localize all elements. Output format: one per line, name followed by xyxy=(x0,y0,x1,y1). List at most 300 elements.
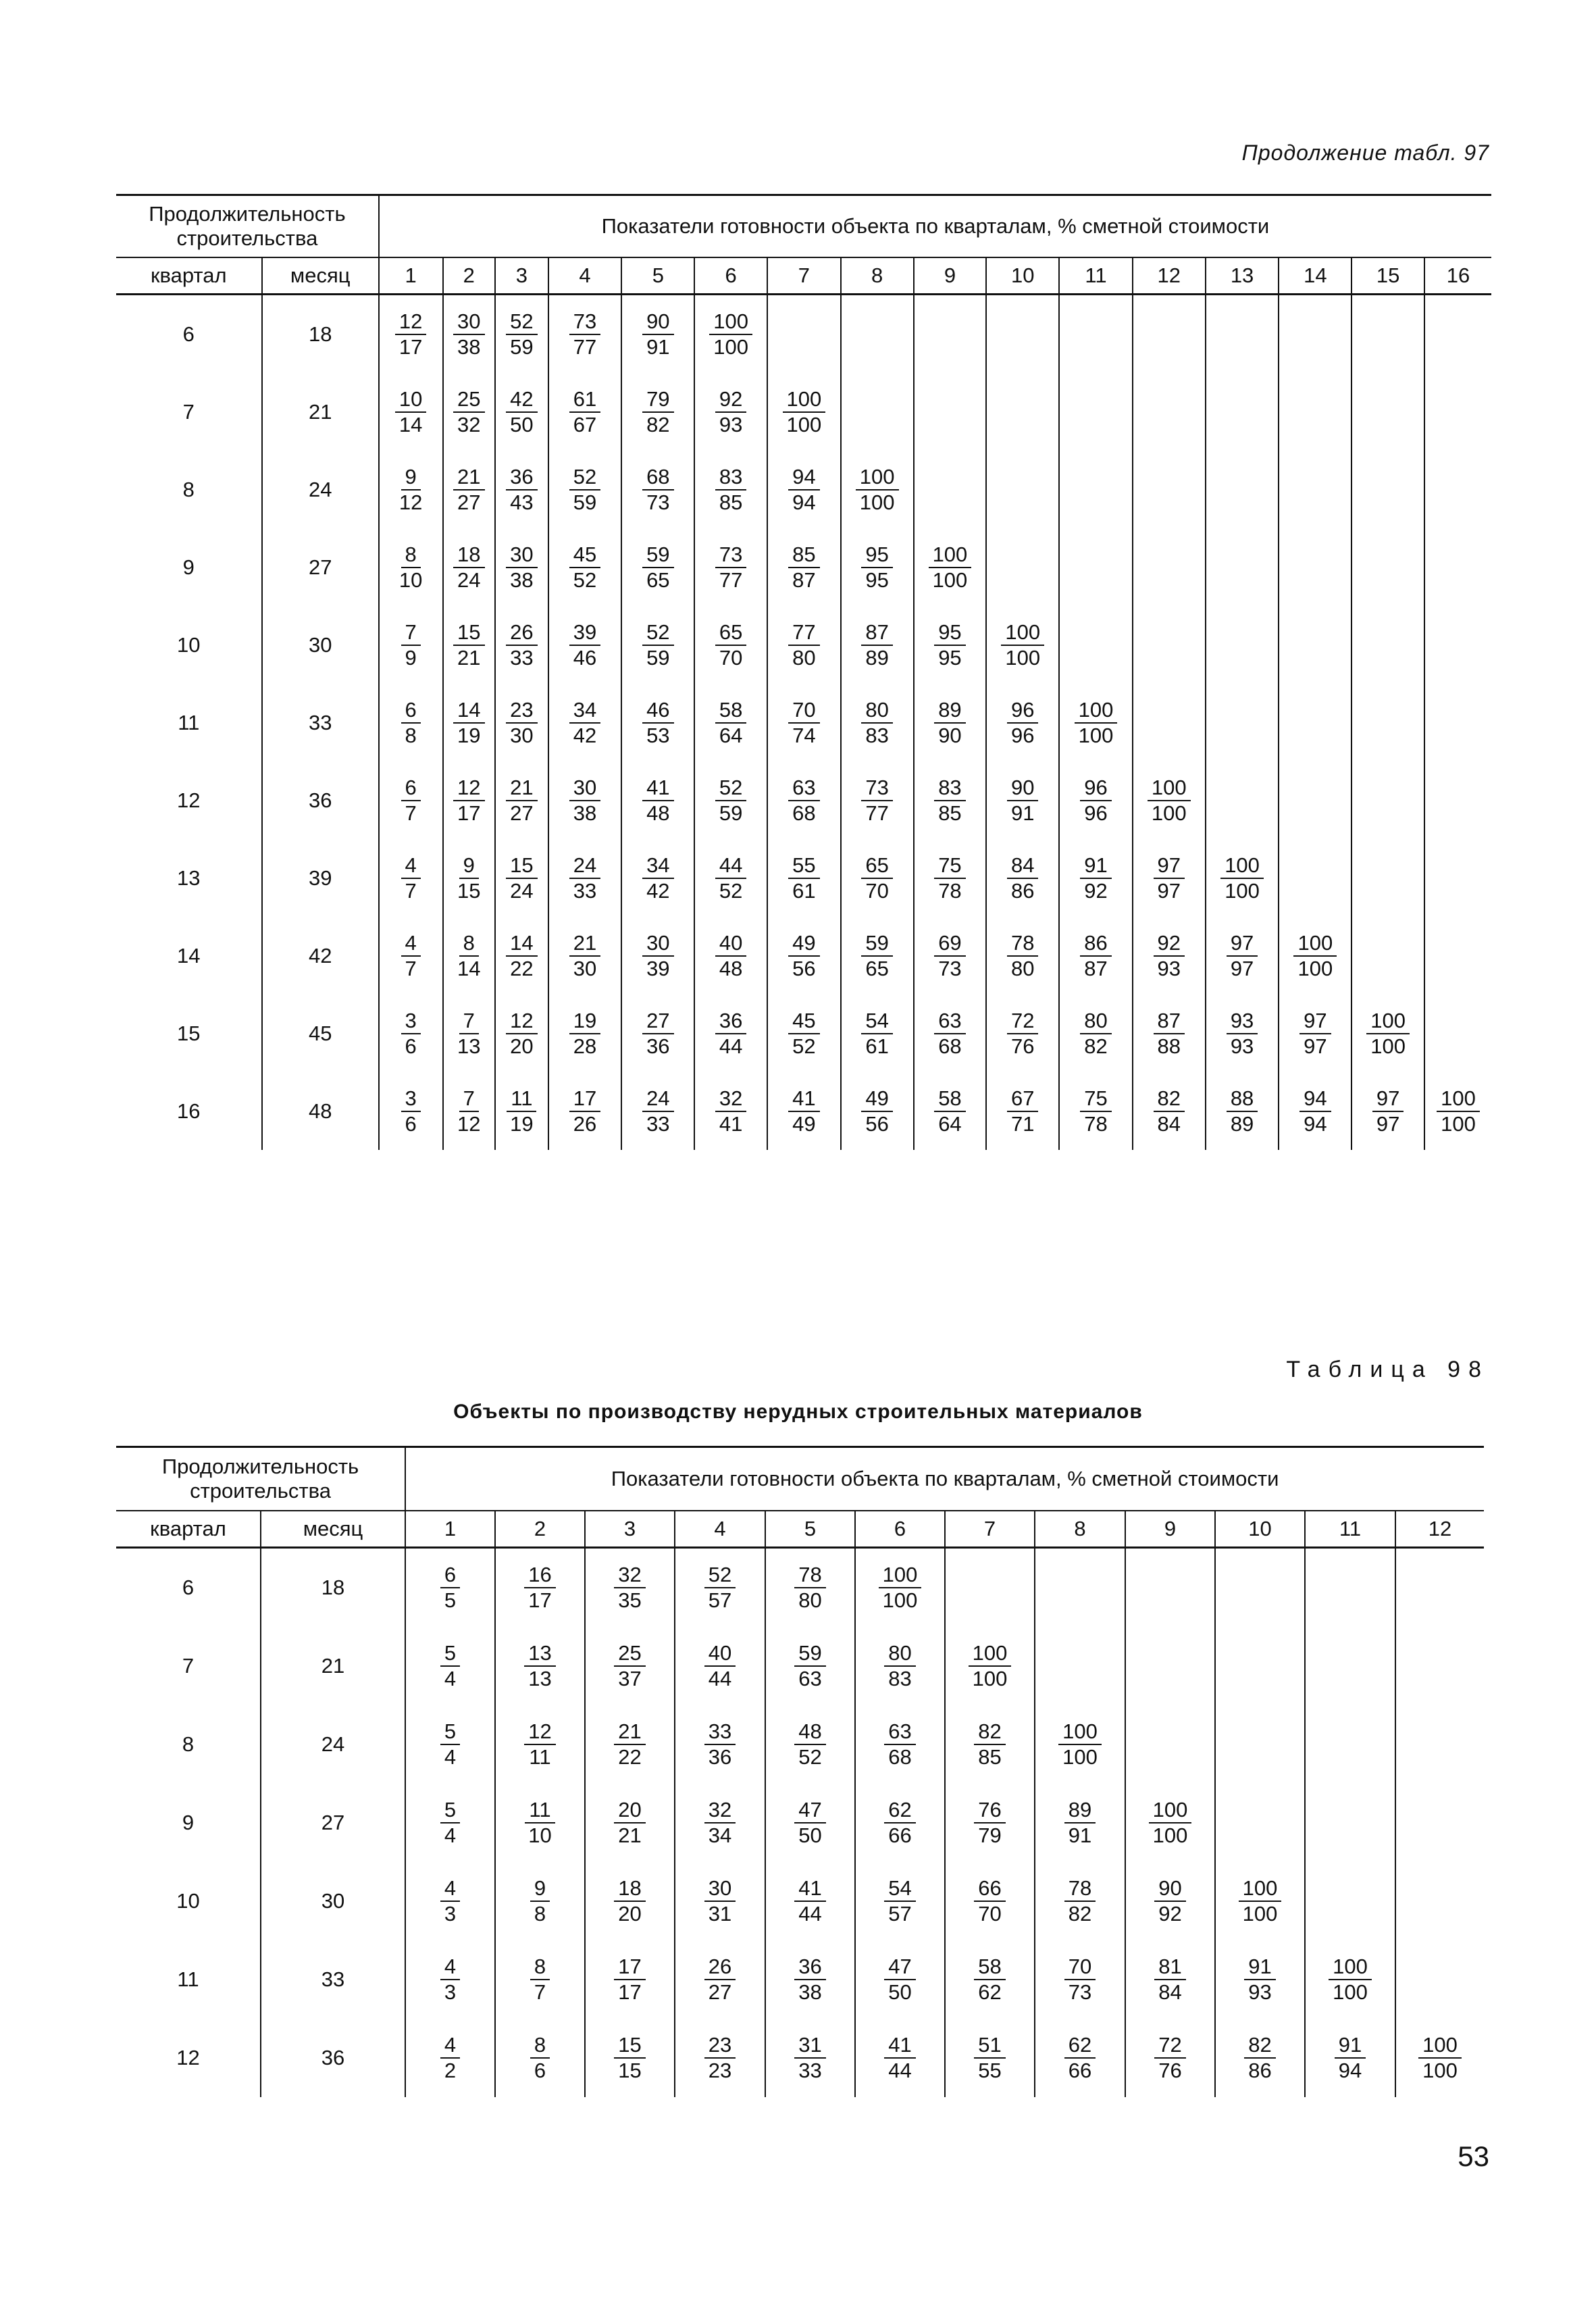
value-cell xyxy=(1125,1940,1215,2019)
quarter-column-4: 4 xyxy=(675,1511,765,1548)
table-row xyxy=(116,1548,1484,1628)
fraction xyxy=(788,853,819,903)
quarter-column-5: 5 xyxy=(621,257,694,295)
table-row xyxy=(116,684,1491,761)
denominator: 97 xyxy=(1376,1111,1400,1136)
numerator: 95 xyxy=(934,620,965,646)
numerator: 24 xyxy=(642,1086,673,1112)
quarter-cell: 11 xyxy=(178,710,200,734)
fraction xyxy=(861,1009,892,1058)
fraction xyxy=(401,698,421,747)
value-cell xyxy=(585,1627,675,1705)
denominator: 44 xyxy=(708,1667,732,1690)
table-row xyxy=(116,1862,1484,1940)
value-cell xyxy=(1059,1072,1133,1150)
denominator: 70 xyxy=(978,1902,1002,1926)
value-cell xyxy=(1215,1627,1305,1705)
month-cell: 24 xyxy=(262,451,379,528)
value-cell xyxy=(1305,1705,1395,1784)
fraction xyxy=(861,620,892,670)
numerator: 26 xyxy=(506,620,537,646)
fraction xyxy=(569,543,600,592)
fraction xyxy=(569,620,600,670)
denominator: 95 xyxy=(938,645,962,670)
value-cell xyxy=(1035,1862,1125,1940)
value-cell xyxy=(495,1548,585,1628)
denominator: 79 xyxy=(978,1823,1002,1847)
value-cell xyxy=(495,1862,585,1940)
denominator: 78 xyxy=(1084,1111,1108,1136)
value-cell xyxy=(675,1940,765,2019)
numerator: 100 xyxy=(1239,1876,1282,1902)
denominator: 38 xyxy=(798,1980,822,2004)
value-cell xyxy=(379,606,443,684)
quarter-column-6: 6 xyxy=(855,1511,945,1548)
fraction xyxy=(974,1955,1005,2004)
fraction xyxy=(715,620,746,670)
fraction xyxy=(614,1876,645,1926)
fraction xyxy=(453,309,484,359)
value-cell xyxy=(379,451,443,528)
fraction xyxy=(569,1086,600,1136)
fraction xyxy=(614,1798,645,1847)
numerator: 10 xyxy=(395,387,426,413)
fraction xyxy=(1154,1009,1185,1058)
numerator: 4 xyxy=(440,1876,460,1902)
numerator: 40 xyxy=(715,931,746,957)
numerator: 100 xyxy=(709,309,752,335)
numerator: 72 xyxy=(1007,1009,1038,1034)
denominator: 6 xyxy=(405,1034,417,1058)
fraction xyxy=(934,853,965,903)
denominator: 15 xyxy=(618,2059,642,2082)
denominator: 64 xyxy=(719,723,743,747)
fraction xyxy=(715,387,746,436)
fraction xyxy=(715,1086,746,1136)
fraction xyxy=(1080,1086,1111,1136)
fraction xyxy=(453,1009,484,1058)
numerator: 81 xyxy=(1154,1955,1185,1980)
denominator: 97 xyxy=(1157,878,1181,903)
fraction xyxy=(614,1563,645,1612)
value-cell xyxy=(405,1784,495,1862)
denominator: 5 xyxy=(444,1588,457,1612)
value-cell xyxy=(986,761,1059,839)
denominator: 24 xyxy=(510,878,534,903)
denominator: 80 xyxy=(792,645,816,670)
value-cell xyxy=(675,1862,765,1940)
value-cell xyxy=(855,1548,945,1628)
numerator: 34 xyxy=(569,698,600,724)
denominator: 7 xyxy=(405,878,417,903)
fraction xyxy=(506,1009,537,1058)
numerator: 47 xyxy=(884,1955,915,1980)
fraction xyxy=(1299,1009,1331,1058)
value-cell xyxy=(1352,839,1424,917)
numerator: 23 xyxy=(704,2033,736,2059)
denominator: 33 xyxy=(798,2059,822,2082)
denominator: 100 xyxy=(1062,1745,1098,1769)
denominator: 3 xyxy=(444,1902,457,1926)
month-cell: 27 xyxy=(262,528,379,606)
value-cell xyxy=(1059,606,1133,684)
denominator: 52 xyxy=(792,1034,816,1058)
numerator: 58 xyxy=(715,698,746,724)
fraction xyxy=(440,1641,460,1690)
table-row xyxy=(116,761,1491,839)
quarter-column-13: 13 xyxy=(1206,257,1279,295)
numerator: 14 xyxy=(506,931,537,957)
value-cell xyxy=(1125,2019,1215,2097)
numerator: 6 xyxy=(401,698,421,724)
denominator: 100 xyxy=(1151,801,1187,825)
value-cell xyxy=(1424,606,1491,684)
numerator: 11 xyxy=(525,1798,555,1823)
numerator: 44 xyxy=(715,853,746,879)
denominator: 22 xyxy=(510,956,534,980)
fraction xyxy=(453,620,484,670)
numerator: 12 xyxy=(506,1009,537,1034)
value-cell xyxy=(621,295,694,374)
value-cell xyxy=(443,606,496,684)
fraction xyxy=(506,931,537,980)
fraction xyxy=(1244,1955,1275,2004)
fraction xyxy=(506,853,537,903)
quarter-cell: 8 xyxy=(182,477,195,501)
numerator: 91 xyxy=(1080,853,1111,879)
numerator: 97 xyxy=(1299,1009,1331,1034)
value-cell xyxy=(1395,1548,1484,1628)
denominator: 57 xyxy=(888,1902,912,1926)
numerator: 8 xyxy=(530,1955,550,1980)
denominator: 80 xyxy=(798,1588,822,1612)
denominator: 10 xyxy=(528,1823,552,1847)
numerator: 54 xyxy=(861,1009,892,1034)
value-cell xyxy=(495,451,548,528)
denominator: 83 xyxy=(888,1667,912,1690)
value-cell xyxy=(495,1627,585,1705)
value-cell xyxy=(1133,839,1206,917)
value-cell xyxy=(1206,995,1279,1072)
denominator: 61 xyxy=(865,1034,889,1058)
value-cell xyxy=(621,373,694,451)
value-cell xyxy=(1059,839,1133,917)
value-cell xyxy=(379,373,443,451)
value-cell xyxy=(914,684,987,761)
numerator: 96 xyxy=(1007,698,1038,724)
fraction xyxy=(974,1719,1005,1769)
value-cell xyxy=(1133,295,1206,374)
denominator: 20 xyxy=(510,1034,534,1058)
fraction xyxy=(969,1641,1012,1690)
value-cell xyxy=(765,1705,855,1784)
denominator: 27 xyxy=(708,1980,732,2004)
numerator: 100 xyxy=(1366,1009,1410,1034)
denominator: 82 xyxy=(646,412,670,436)
numerator: 87 xyxy=(861,620,892,646)
denominator: 100 xyxy=(1370,1034,1406,1058)
numerator: 63 xyxy=(934,1009,965,1034)
value-cell xyxy=(914,606,987,684)
value-cell xyxy=(1305,1548,1395,1628)
denominator: 97 xyxy=(1304,1034,1327,1058)
numerator: 68 xyxy=(642,465,673,491)
fraction xyxy=(1154,1876,1185,1926)
fraction xyxy=(1329,1955,1372,2004)
value-cell xyxy=(694,295,767,374)
fraction xyxy=(395,387,426,436)
denominator: 30 xyxy=(510,723,534,747)
value-cell xyxy=(379,761,443,839)
numerator: 19 xyxy=(569,1009,600,1034)
value-cell xyxy=(548,606,622,684)
fraction xyxy=(1080,853,1111,903)
value-cell xyxy=(675,1627,765,1705)
fraction xyxy=(401,1009,421,1058)
value-cell xyxy=(765,1627,855,1705)
value-cell xyxy=(1279,684,1352,761)
numerator: 17 xyxy=(569,1086,600,1112)
numerator: 48 xyxy=(794,1719,825,1745)
numerator: 7 xyxy=(459,1009,479,1034)
fraction xyxy=(974,2033,1005,2082)
denominator: 53 xyxy=(646,723,670,747)
value-cell xyxy=(841,839,914,917)
value-cell xyxy=(841,761,914,839)
value-cell xyxy=(443,528,496,606)
value-cell xyxy=(767,606,841,684)
numerator: 4 xyxy=(440,1955,460,1980)
denominator: 24 xyxy=(457,568,481,592)
numerator: 49 xyxy=(861,1086,892,1112)
value-cell xyxy=(1206,606,1279,684)
value-cell xyxy=(1206,1072,1279,1150)
value-cell xyxy=(548,761,622,839)
value-cell xyxy=(1059,373,1133,451)
numerator: 93 xyxy=(1227,1009,1258,1034)
numerator: 90 xyxy=(1154,1876,1185,1902)
value-cell xyxy=(1352,761,1424,839)
quarter-column-8: 8 xyxy=(1035,1511,1125,1548)
fraction xyxy=(1007,698,1038,747)
numerator: 80 xyxy=(1080,1009,1111,1034)
numerator: 96 xyxy=(1080,776,1111,801)
fraction xyxy=(453,387,484,436)
numerator: 52 xyxy=(642,620,673,646)
value-cell xyxy=(585,1548,675,1628)
value-cell xyxy=(405,1627,495,1705)
value-cell xyxy=(1424,917,1491,995)
fraction xyxy=(440,1563,460,1612)
quarter-column-4: 4 xyxy=(548,257,622,295)
denominator: 86 xyxy=(1010,878,1035,903)
numerator: 45 xyxy=(569,543,600,568)
numerator: 78 xyxy=(794,1563,825,1588)
fraction xyxy=(788,1009,819,1058)
value-cell xyxy=(1279,761,1352,839)
value-cell xyxy=(1352,373,1424,451)
quarter-column-15: 15 xyxy=(1352,257,1424,295)
quarter-column-7: 7 xyxy=(767,257,841,295)
value-cell xyxy=(914,373,987,451)
fraction xyxy=(569,698,600,747)
denominator: 12 xyxy=(398,490,423,514)
denominator: 28 xyxy=(573,1034,597,1058)
fraction xyxy=(614,1719,645,1769)
fraction xyxy=(861,776,892,825)
denominator: 21 xyxy=(457,645,481,670)
denominator: 52 xyxy=(719,878,743,903)
denominator: 76 xyxy=(1010,1034,1035,1058)
fraction xyxy=(642,776,673,825)
denominator: 76 xyxy=(1158,2059,1182,2082)
numerator: 59 xyxy=(861,931,892,957)
quarter-cell: 7 xyxy=(182,399,195,424)
value-cell xyxy=(548,1072,622,1150)
numerator: 27 xyxy=(642,1009,673,1034)
fraction xyxy=(788,543,819,592)
quarter-column-10: 10 xyxy=(1215,1511,1305,1548)
fraction xyxy=(614,2033,645,2082)
fraction xyxy=(974,1876,1005,1926)
quarter-column-12: 12 xyxy=(1133,257,1206,295)
numerator: 69 xyxy=(934,931,965,957)
numerator: 15 xyxy=(614,2033,645,2059)
fraction xyxy=(715,465,746,514)
fraction xyxy=(530,1955,550,2004)
fraction xyxy=(715,931,746,980)
value-cell xyxy=(495,528,548,606)
fraction xyxy=(788,465,819,514)
value-cell xyxy=(767,373,841,451)
numerator: 4 xyxy=(401,931,421,957)
numerator: 100 xyxy=(1329,1955,1372,1980)
table-row xyxy=(116,1940,1484,2019)
value-cell xyxy=(1059,995,1133,1072)
table-row xyxy=(116,451,1491,528)
month-cell: 21 xyxy=(261,1627,405,1705)
numerator: 58 xyxy=(934,1086,965,1112)
quarter-column-11: 11 xyxy=(1305,1511,1395,1548)
value-cell xyxy=(1125,1705,1215,1784)
value-cell xyxy=(945,1627,1035,1705)
numerator: 90 xyxy=(1007,776,1038,801)
denominator: 44 xyxy=(719,1034,743,1058)
value-cell xyxy=(379,528,443,606)
denominator: 89 xyxy=(1230,1111,1254,1136)
numerator: 89 xyxy=(934,698,965,724)
numerator: 67 xyxy=(1007,1086,1038,1112)
numerator: 78 xyxy=(1007,931,1038,957)
quarter-cell: 7 xyxy=(182,1654,195,1678)
month-cell: 30 xyxy=(262,606,379,684)
value-cell xyxy=(1305,2019,1395,2097)
value-cell xyxy=(767,295,841,374)
fraction xyxy=(861,698,892,747)
value-cell xyxy=(495,839,548,917)
value-cell xyxy=(1215,2019,1305,2097)
fraction xyxy=(453,465,484,514)
fraction xyxy=(569,1009,600,1058)
fraction xyxy=(704,1719,736,1769)
value-cell xyxy=(548,995,622,1072)
numerator: 100 xyxy=(783,387,826,413)
value-cell xyxy=(1305,1627,1395,1705)
denominator: 50 xyxy=(510,412,534,436)
denominator: 11 xyxy=(529,1745,551,1769)
denominator: 15 xyxy=(457,878,481,903)
value-cell xyxy=(495,995,548,1072)
value-cell xyxy=(841,995,914,1072)
value-cell xyxy=(1206,761,1279,839)
subheader-row xyxy=(116,257,1491,295)
denominator: 64 xyxy=(938,1111,962,1136)
denominator: 66 xyxy=(1068,2059,1092,2082)
numerator: 41 xyxy=(642,776,673,801)
fraction xyxy=(569,853,600,903)
value-cell xyxy=(1059,295,1133,374)
numerator: 97 xyxy=(1154,853,1185,879)
denominator: 96 xyxy=(1084,801,1108,825)
value-cell xyxy=(914,917,987,995)
numerator: 8 xyxy=(530,2033,550,2059)
fraction xyxy=(530,2033,550,2082)
duration-header: Продолжительность строительства xyxy=(116,1447,405,1511)
denominator: 36 xyxy=(708,1745,732,1769)
denominator: 90 xyxy=(938,723,962,747)
value-cell xyxy=(1133,606,1206,684)
value-cell xyxy=(1133,528,1206,606)
denominator: 95 xyxy=(865,568,889,592)
denominator: 73 xyxy=(646,490,670,514)
value-cell xyxy=(986,917,1059,995)
value-cell xyxy=(379,917,443,995)
value-cell xyxy=(1125,1627,1215,1705)
numerator: 100 xyxy=(1058,1719,1102,1745)
quarter-cell: 10 xyxy=(177,632,201,657)
fraction xyxy=(1154,931,1185,980)
numerator: 36 xyxy=(715,1009,746,1034)
denominator: 100 xyxy=(1078,723,1114,747)
value-cell xyxy=(945,1548,1035,1628)
fraction xyxy=(642,931,673,980)
numerator: 55 xyxy=(788,853,819,879)
value-cell xyxy=(1059,761,1133,839)
numerator: 15 xyxy=(453,620,484,646)
numerator: 100 xyxy=(1418,2033,1462,2059)
numerator: 100 xyxy=(1220,853,1264,879)
fraction xyxy=(884,1876,915,1926)
value-cell xyxy=(986,451,1059,528)
fraction xyxy=(788,620,819,670)
denominator: 93 xyxy=(1157,956,1181,980)
numerator: 13 xyxy=(524,1641,555,1667)
fraction xyxy=(715,776,746,825)
fraction xyxy=(440,1876,460,1926)
value-cell xyxy=(495,917,548,995)
value-cell xyxy=(694,995,767,1072)
numerator: 100 xyxy=(969,1641,1012,1667)
value-cell xyxy=(1395,2019,1484,2097)
fraction xyxy=(704,1798,736,1847)
denominator: 83 xyxy=(865,723,889,747)
denominator: 91 xyxy=(1068,1823,1092,1847)
denominator: 52 xyxy=(798,1745,822,1769)
numerator: 41 xyxy=(884,2033,915,2059)
fraction xyxy=(1080,776,1111,825)
denominator: 92 xyxy=(1158,1902,1182,1926)
numerator: 100 xyxy=(1437,1086,1480,1112)
